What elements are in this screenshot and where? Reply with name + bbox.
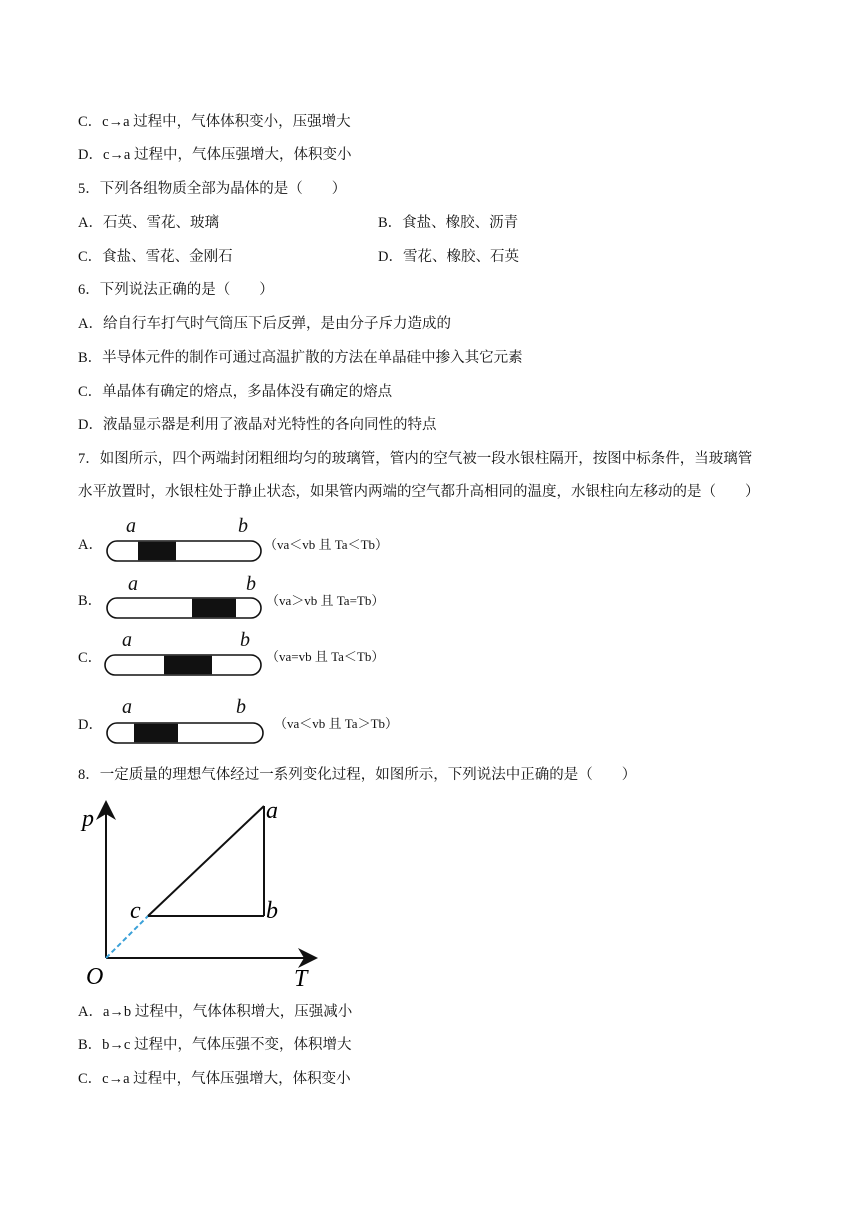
- q7-a-tube-label-a: a: [126, 515, 136, 537]
- q7-option-d-condition: （va＜vb 且 Ta＞Tb）: [274, 716, 399, 731]
- q7-a-tube-label-b: b: [238, 515, 248, 537]
- q6-option-d: D．液晶显示器是利用了液晶对光特性的各向同性的特点: [78, 417, 437, 433]
- q6-option-a: A．给自行车打气时气筒压下后反弹，是由分子斥力造成的: [78, 316, 451, 332]
- q7-d-tube-label-b: b: [236, 696, 246, 718]
- q5-stem: 5．下列各组物质全部为晶体的是（ ）: [78, 181, 347, 197]
- q7-option-b-tube: [106, 597, 262, 619]
- mercury-column: [192, 599, 236, 617]
- q7-b-tube-label-a: a: [128, 573, 138, 595]
- q7-option-c-letter: C．: [78, 650, 103, 666]
- q8-option-c: C．c→a 过程中，气体压强增大，体积变小: [78, 1071, 351, 1087]
- point-label-a: a: [266, 800, 278, 824]
- q7-option-a-letter: A．: [78, 537, 103, 553]
- axis-label-p: p: [82, 806, 94, 832]
- point-label-b: b: [266, 898, 278, 924]
- q4-option-d: D．c→a 过程中，气体压强增大，体积变小: [78, 147, 352, 163]
- q8-option-b: B．b→c 过程中，气体压强不变，体积增大: [78, 1037, 352, 1053]
- mercury-column: [164, 656, 212, 674]
- q7-option-b-letter: B．: [78, 593, 103, 609]
- q5-option-d: D．雪花、橡胶、石英: [378, 249, 519, 265]
- q5-option-a: A．石英、雪花、玻璃: [78, 215, 219, 231]
- q7-d-tube-label-a: a: [122, 696, 132, 718]
- line-ca: [148, 806, 264, 916]
- mercury-column: [134, 724, 178, 742]
- q7-b-tube-label-b: b: [246, 573, 256, 595]
- q7-option-a-condition: （va＜vb 且 Ta＜Tb）: [264, 537, 389, 552]
- mercury-column: [138, 542, 176, 560]
- q8-stem: 8．一定质量的理想气体经过一系列变化过程，如图所示，下列说法中正确的是（ ）: [78, 767, 637, 783]
- q7-c-tube-label-a: a: [122, 629, 132, 651]
- point-label-c: c: [130, 898, 141, 924]
- q5-option-b: B．食盐、橡胶、沥青: [378, 215, 519, 231]
- q7-stem-line2: 水平放置时，水银柱处于静止状态，如果管内两端的空气都升高相同的温度，水银柱向左移动的是（ ）: [78, 484, 760, 500]
- axis-label-t: T: [294, 966, 308, 990]
- origin-label: O: [86, 964, 104, 990]
- q6-option-b: B．半导体元件的制作可通过高温扩散的方法在单晶硅中掺入其它元素: [78, 350, 523, 366]
- q6-option-c: C．单晶体有确定的熔点，多晶体没有确定的熔点: [78, 384, 393, 400]
- q5-option-c: C．食盐、雪花、金刚石: [78, 249, 233, 265]
- q7-stem-line1: 7．如图所示，四个两端封闭粗细均匀的玻璃管，管内的空气被一段水银柱隔开，按图中标条件，当玻璃管: [78, 451, 753, 467]
- q7-option-d-tube: [106, 722, 264, 744]
- q7-c-tube-label-b: b: [240, 629, 250, 651]
- q7-option-c-condition: （va=vb 且 Ta＜Tb）: [266, 649, 385, 664]
- q6-stem: 6．下列说法正确的是（ ）: [78, 282, 274, 298]
- dashed-line-oc: [106, 916, 148, 958]
- q7-option-d-letter: D．: [78, 717, 103, 733]
- q4-option-c: C．c→a 过程中，气体体积变小，压强增大: [78, 114, 351, 130]
- q7-option-a-tube: [106, 540, 262, 562]
- q8-option-a: A．a→b 过程中，气体体积增大，压强减小: [78, 1004, 353, 1020]
- q7-option-b-condition: （va＞vb 且 Ta=Tb）: [266, 593, 385, 608]
- q7-option-c-tube: [104, 654, 262, 676]
- pt-diagram: [80, 800, 330, 995]
